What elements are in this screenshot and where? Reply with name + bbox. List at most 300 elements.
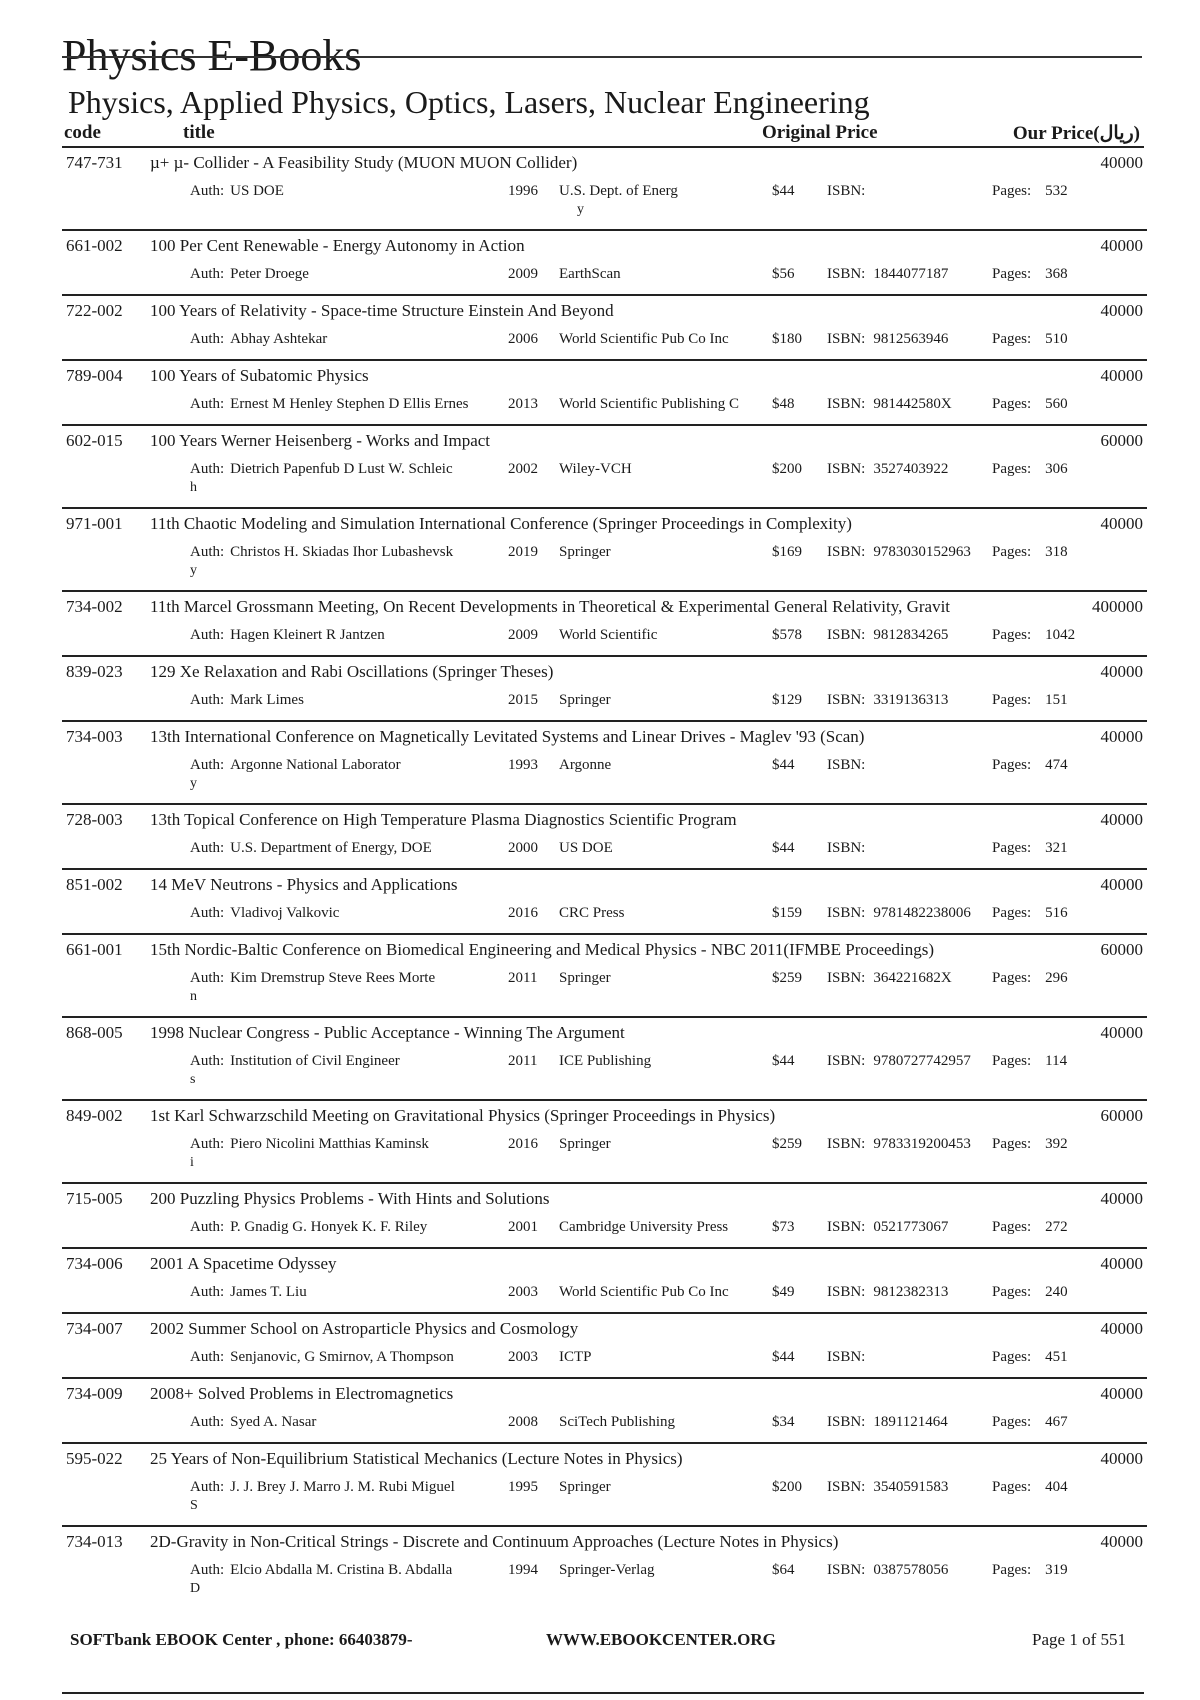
isbn-label: ISBN:: [827, 266, 866, 282]
book-original-price: $159: [772, 905, 802, 921]
author-label: Auth:: [190, 1479, 225, 1495]
isbn-value: 1844077187: [873, 266, 949, 282]
isbn-value: 1891121464: [873, 1414, 948, 1430]
author-value: Ernest M Henley Stephen D Ellis Ernes: [230, 396, 469, 412]
book-row: [62, 1314, 1147, 1379]
book-row: [62, 148, 1147, 231]
book-row: [62, 592, 1147, 657]
book-author: [190, 183, 480, 200]
pages-value: 532: [1045, 183, 1068, 199]
book-original-price: $259: [772, 970, 802, 986]
author-value: Abhay Ashtekar: [230, 331, 328, 347]
book-isbn: [827, 461, 948, 478]
book-author: [190, 1053, 480, 1070]
book-row: [62, 509, 1147, 592]
book-code: 734-002: [66, 597, 123, 616]
book-isbn: [827, 905, 971, 922]
book-isbn: [827, 692, 948, 709]
book-publisher: US DOE: [559, 840, 613, 856]
book-publisher: Springer: [559, 692, 611, 708]
book-pages: [992, 692, 1068, 709]
pages-label: Pages:: [992, 266, 1032, 282]
pages-label: Pages:: [992, 757, 1032, 773]
book-pages: [992, 970, 1068, 987]
book-row: [62, 1527, 1147, 1608]
book-code: 661-002: [66, 236, 123, 255]
isbn-value: 9783030152963: [873, 544, 971, 560]
book-title: 1st Karl Schwarzschild Meeting on Gravitational Physics (Springer Proceedings in Physics): [150, 1106, 776, 1125]
book-row: [62, 935, 1147, 1018]
isbn-value: 0387578056: [873, 1562, 949, 1578]
book-original-price: $73: [772, 1219, 795, 1235]
book-original-price: $200: [772, 1479, 802, 1495]
author-label: Auth:: [190, 692, 225, 708]
book-year: 2011: [508, 970, 538, 986]
book-code: 722-002: [66, 301, 123, 320]
pages-label: Pages:: [992, 1479, 1032, 1495]
book-title: 13th Topical Conference on High Temperature Plasma Diagnostics Scientific Program: [150, 810, 737, 829]
isbn-value: 9781482238006: [873, 905, 971, 921]
book-year: 2002: [508, 461, 538, 477]
isbn-label: ISBN:: [827, 1414, 866, 1430]
author-label: Auth:: [190, 970, 225, 986]
author-label: Auth:: [190, 1136, 225, 1152]
book-isbn: [827, 757, 873, 774]
pages-label: Pages:: [992, 1136, 1032, 1152]
pages-value: 272: [1045, 1219, 1068, 1235]
book-author: [190, 1136, 480, 1153]
book-code: 728-003: [66, 810, 123, 829]
book-our-price: 40000: [1100, 366, 1143, 385]
book-title: 2008+ Solved Problems in Electromagnetics: [150, 1384, 454, 1403]
book-our-price: 60000: [1100, 1106, 1143, 1125]
book-our-price: 40000: [1100, 301, 1143, 320]
book-our-price: 40000: [1100, 810, 1143, 829]
book-row: [62, 1249, 1147, 1314]
book-author: [190, 627, 480, 644]
pages-value: 368: [1045, 266, 1068, 282]
footer-rule: [62, 1692, 1144, 1694]
book-title: µ+ µ- Collider - A Feasibility Study (MUON MUON Collider): [150, 153, 578, 172]
isbn-label: ISBN:: [827, 970, 866, 986]
book-row: [62, 870, 1147, 935]
page-subtitle: Physics, Applied Physics, Optics, Lasers, Nuclear Engineering: [68, 84, 870, 120]
isbn-label: ISBN:: [827, 183, 866, 199]
book-publisher: EarthScan: [559, 266, 621, 282]
pages-value: 306: [1045, 461, 1068, 477]
book-original-price: $44: [772, 183, 795, 199]
book-pages: [992, 1136, 1068, 1153]
book-row: [62, 296, 1147, 361]
book-year: 1993: [508, 757, 538, 773]
book-our-price: 40000: [1100, 1384, 1143, 1403]
book-publisher: Springer: [559, 1479, 611, 1495]
author-label: Auth:: [190, 905, 225, 921]
column-header-our-price: Our Price(ریال): [1012, 123, 1140, 144]
book-year: 2000: [508, 840, 538, 856]
book-our-price: 40000: [1100, 514, 1143, 533]
book-isbn: [827, 1349, 873, 1366]
book-title: 15th Nordic-Baltic Conference on Biomedical Engineering and Medical Physics - NBC 2011(IFMBE Proceedings): [150, 940, 935, 959]
book-our-price: 40000: [1100, 662, 1143, 681]
pages-label: Pages:: [992, 627, 1032, 643]
book-pages: [992, 1349, 1068, 1366]
book-pages: [992, 331, 1068, 348]
book-publisher: Springer: [559, 1136, 611, 1152]
pages-value: 318: [1045, 544, 1068, 560]
author-wrap: S: [190, 1498, 198, 1513]
book-title: 129 Xe Relaxation and Rabi Oscillations (Springer Theses): [150, 662, 554, 681]
book-code: 747-731: [66, 153, 123, 172]
author-value: Institution of Civil Engineer: [230, 1053, 400, 1069]
pages-label: Pages:: [992, 692, 1032, 708]
book-author: [190, 544, 480, 561]
pages-label: Pages:: [992, 1414, 1032, 1430]
pages-value: 392: [1045, 1136, 1068, 1152]
isbn-label: ISBN:: [827, 905, 866, 921]
author-label: Auth:: [190, 1284, 225, 1300]
book-our-price: 40000: [1100, 1189, 1143, 1208]
book-title: 100 Years of Subatomic Physics: [150, 366, 369, 385]
pages-label: Pages:: [992, 970, 1032, 986]
book-isbn: [827, 396, 952, 413]
book-our-price: 40000: [1100, 1319, 1143, 1338]
book-year: 2019: [508, 544, 538, 560]
pages-label: Pages:: [992, 331, 1032, 347]
book-pages: [992, 1414, 1068, 1431]
book-row: [62, 1379, 1147, 1444]
author-value: Peter Droege: [230, 266, 309, 282]
isbn-label: ISBN:: [827, 1562, 866, 1578]
column-header-title: title: [183, 122, 215, 143]
book-our-price: 40000: [1100, 1023, 1143, 1042]
book-title: 25 Years of Non-Equilibrium Statistical Mechanics (Lecture Notes in Physics): [150, 1449, 683, 1468]
book-pages: [992, 627, 1075, 644]
book-original-price: $44: [772, 757, 795, 773]
book-code: 734-003: [66, 727, 123, 746]
book-year: 2009: [508, 627, 538, 643]
book-original-price: $34: [772, 1414, 795, 1430]
isbn-label: ISBN:: [827, 544, 866, 560]
book-code: 595-022: [66, 1449, 123, 1468]
book-pages: [992, 266, 1068, 283]
pages-value: 510: [1045, 331, 1068, 347]
book-code: 789-004: [66, 366, 123, 385]
pages-value: 296: [1045, 970, 1068, 986]
book-original-price: $169: [772, 544, 802, 560]
book-isbn: [827, 840, 873, 857]
book-code: 602-015: [66, 431, 123, 450]
book-publisher: Wiley-VCH: [559, 461, 632, 477]
author-label: Auth:: [190, 757, 225, 773]
author-value: J. J. Brey J. Marro J. M. Rubi Miguel: [230, 1479, 455, 1495]
title-strike-rule: [62, 56, 1142, 58]
book-our-price: 400000: [1092, 597, 1143, 616]
book-title: 13th International Conference on Magnetically Levitated Systems and Linear Drives - Maglev '93 (Scan): [150, 727, 865, 746]
book-isbn: [827, 970, 952, 987]
isbn-value: 9812563946: [873, 331, 949, 347]
author-label: Auth:: [190, 461, 225, 477]
book-publisher: World Scientific Publishing C: [559, 396, 740, 412]
book-isbn: [827, 183, 873, 200]
book-title: 100 Years of Relativity - Space-time Structure Einstein And Beyond: [150, 301, 614, 320]
book-year: 2001: [508, 1219, 538, 1235]
pages-label: Pages:: [992, 1349, 1032, 1365]
pages-label: Pages:: [992, 840, 1032, 856]
book-author: [190, 461, 480, 478]
pages-value: 114: [1045, 1053, 1068, 1069]
author-value: Dietrich Papenfub D Lust W. Schleic: [230, 461, 453, 477]
isbn-label: ISBN:: [827, 692, 866, 708]
column-header-code: code: [64, 122, 101, 143]
book-original-price: $259: [772, 1136, 802, 1152]
book-our-price: 40000: [1100, 1254, 1143, 1273]
book-our-price: 60000: [1100, 431, 1143, 450]
book-year: 2003: [508, 1284, 538, 1300]
book-year: 2009: [508, 266, 538, 282]
isbn-value: 9812382313: [873, 1284, 949, 1300]
isbn-value: 981442580X: [873, 396, 952, 412]
isbn-value: 3319136313: [873, 692, 949, 708]
book-isbn: [827, 1479, 948, 1496]
pages-label: Pages:: [992, 544, 1032, 560]
book-year: 1996: [508, 183, 538, 199]
book-year: 2006: [508, 331, 538, 347]
pages-label: Pages:: [992, 1562, 1032, 1578]
book-publisher: CRC Press: [559, 905, 625, 921]
book-author: [190, 1219, 480, 1236]
book-our-price: 40000: [1100, 236, 1143, 255]
book-original-price: $56: [772, 266, 795, 282]
book-original-price: $44: [772, 1349, 795, 1365]
book-pages: [992, 1562, 1068, 1579]
book-our-price: 40000: [1100, 1449, 1143, 1468]
page-footer: [66, 1630, 1146, 1656]
book-code: 868-005: [66, 1023, 123, 1042]
book-author: [190, 1562, 480, 1579]
book-author: [190, 692, 480, 709]
book-publisher: ICE Publishing: [559, 1053, 652, 1069]
author-label: Auth:: [190, 1562, 225, 1578]
book-publisher: Cambridge University Press: [559, 1219, 729, 1235]
pages-label: Pages:: [992, 1053, 1032, 1069]
book-year: 2008: [508, 1414, 538, 1430]
author-label: Auth:: [190, 840, 225, 856]
book-publisher: SciTech Publishing: [559, 1414, 676, 1430]
pages-value: 404: [1045, 1479, 1068, 1495]
author-label: Auth:: [190, 396, 225, 412]
author-value: Kim Dremstrup Steve Rees Morte: [230, 970, 436, 986]
author-value: Vladivoj Valkovic: [230, 905, 340, 921]
column-headers: [62, 122, 1142, 146]
author-value: U.S. Department of Energy, DOE: [230, 840, 432, 856]
pages-value: 516: [1045, 905, 1068, 921]
isbn-value: 0521773067: [873, 1219, 949, 1235]
author-wrap: D: [190, 1581, 201, 1596]
book-pages: [992, 544, 1068, 561]
isbn-label: ISBN:: [827, 1349, 866, 1365]
book-pages: [992, 1284, 1068, 1301]
book-our-price: 40000: [1100, 1532, 1143, 1551]
book-code: 851-002: [66, 875, 123, 894]
author-value: Hagen Kleinert R Jantzen: [230, 627, 385, 643]
pages-label: Pages:: [992, 1284, 1032, 1300]
book-code: 661-001: [66, 940, 123, 959]
book-publisher: U.S. Dept. of Energ: [559, 183, 678, 199]
author-value: Senjanovic, G Smirnov, A Thompson: [230, 1349, 454, 1365]
author-value: US DOE: [230, 183, 284, 199]
book-author: [190, 840, 480, 857]
isbn-label: ISBN:: [827, 461, 866, 477]
book-year: 2016: [508, 905, 538, 921]
author-label: Auth:: [190, 266, 225, 282]
book-row: [62, 1444, 1147, 1527]
book-publisher: World Scientific: [559, 627, 658, 643]
book-publisher: Springer: [559, 970, 611, 986]
book-author: [190, 757, 480, 774]
book-pages: [992, 461, 1068, 478]
book-isbn: [827, 1562, 948, 1579]
book-title: 100 Per Cent Renewable - Energy Autonomy in Action: [150, 236, 525, 255]
author-label: Auth:: [190, 1053, 225, 1069]
page-title: Physics E-Books: [62, 31, 362, 80]
book-original-price: $64: [772, 1562, 795, 1578]
book-row: [62, 657, 1147, 722]
pages-value: 321: [1045, 840, 1068, 856]
book-title: 2002 Summer School on Astroparticle Physics and Cosmology: [150, 1319, 579, 1338]
book-title: 2D-Gravity in Non-Critical Strings - Discrete and Continuum Approaches (Lecture Notes in Physics): [150, 1532, 839, 1551]
book-isbn: [827, 1284, 948, 1301]
book-row: [62, 1101, 1147, 1184]
pages-value: 151: [1045, 692, 1068, 708]
footer-website: WWW.EBOOKCENTER.ORG: [546, 1630, 776, 1649]
book-author: [190, 396, 480, 413]
book-author: [190, 1349, 480, 1366]
book-original-price: $44: [772, 1053, 795, 1069]
book-year: 2011: [508, 1053, 538, 1069]
book-title: 1998 Nuclear Congress - Public Acceptance - Winning The Argument: [150, 1023, 625, 1042]
isbn-value: 364221682X: [873, 970, 952, 986]
author-value: Elcio Abdalla M. Cristina B. Abdalla: [230, 1562, 453, 1578]
author-label: Auth:: [190, 1349, 225, 1365]
book-our-price: 40000: [1100, 727, 1143, 746]
book-our-price: 40000: [1100, 153, 1143, 172]
book-original-price: $578: [772, 627, 802, 643]
book-code: 849-002: [66, 1106, 123, 1125]
pages-value: 451: [1045, 1349, 1068, 1365]
book-original-price: $129: [772, 692, 802, 708]
isbn-label: ISBN:: [827, 396, 866, 412]
author-label: Auth:: [190, 1219, 225, 1235]
book-year: 2003: [508, 1349, 538, 1365]
book-pages: [992, 757, 1068, 774]
author-wrap: n: [190, 989, 197, 1004]
author-label: Auth:: [190, 183, 225, 199]
isbn-label: ISBN:: [827, 757, 866, 773]
isbn-label: ISBN:: [827, 627, 866, 643]
book-row: [62, 231, 1147, 296]
pages-label: Pages:: [992, 1219, 1032, 1235]
author-wrap: i: [190, 1155, 194, 1170]
isbn-label: ISBN:: [827, 1053, 866, 1069]
pages-label: Pages:: [992, 396, 1032, 412]
title-row: [62, 28, 1142, 86]
pages-value: 467: [1045, 1414, 1068, 1430]
book-isbn: [827, 1053, 971, 1070]
book-year: 1995: [508, 1479, 538, 1495]
author-value: James T. Liu: [230, 1284, 307, 1300]
book-title: 200 Puzzling Physics Problems - With Hints and Solutions: [150, 1189, 550, 1208]
book-publisher: World Scientific Pub Co Inc: [559, 331, 729, 347]
footer-page-info: Page 1 of 551: [1032, 1630, 1126, 1649]
isbn-label: ISBN:: [827, 1284, 866, 1300]
book-original-price: $180: [772, 331, 802, 347]
book-row: [62, 361, 1147, 426]
author-value: Piero Nicolini Matthias Kaminsk: [230, 1136, 429, 1152]
book-pages: [992, 840, 1068, 857]
book-year: 1994: [508, 1562, 538, 1578]
book-publisher: ICTP: [559, 1349, 592, 1365]
isbn-value: 3540591583: [873, 1479, 949, 1495]
pages-label: Pages:: [992, 461, 1032, 477]
book-original-price: $44: [772, 840, 795, 856]
book-code: 839-023: [66, 662, 123, 681]
book-pages: [992, 905, 1068, 922]
book-year: 2016: [508, 1136, 538, 1152]
column-header-original-price: Original Price: [762, 122, 878, 143]
book-publisher: World Scientific Pub Co Inc: [559, 1284, 729, 1300]
book-code: 734-013: [66, 1532, 123, 1551]
book-pages: [992, 1479, 1068, 1496]
book-title: 2001 A Spacetime Odyssey: [150, 1254, 337, 1273]
book-year: 2015: [508, 692, 538, 708]
author-value: Christos H. Skiadas Ihor Lubashevsk: [230, 544, 454, 560]
book-code: 734-007: [66, 1319, 123, 1338]
author-wrap: y: [190, 776, 197, 791]
book-code: 971-001: [66, 514, 123, 533]
book-isbn: [827, 1414, 948, 1431]
author-label: Auth:: [190, 331, 225, 347]
book-publisher: Argonne: [559, 757, 612, 773]
book-code: 715-005: [66, 1189, 123, 1208]
isbn-value: 3527403922: [873, 461, 949, 477]
author-value: P. Gnadig G. Honyek K. F. Riley: [230, 1219, 428, 1235]
book-row: [62, 805, 1147, 870]
pages-value: 240: [1045, 1284, 1068, 1300]
book-isbn: [827, 266, 948, 283]
pages-value: 560: [1045, 396, 1068, 412]
book-pages: [992, 183, 1068, 200]
book-year: 2013: [508, 396, 538, 412]
author-label: Auth:: [190, 627, 225, 643]
book-title: 100 Years Werner Heisenberg - Works and Impact: [150, 431, 491, 450]
book-isbn: [827, 1136, 971, 1153]
book-pages: [992, 396, 1068, 413]
book-title: 11th Marcel Grossmann Meeting, On Recent Developments in Theoretical & Experimental General Relativity, Gravit: [150, 597, 951, 616]
publisher-wrap: y: [577, 202, 584, 217]
book-author: [190, 266, 480, 283]
book-our-price: 60000: [1100, 940, 1143, 959]
author-value: Mark Limes: [230, 692, 304, 708]
book-author: [190, 1479, 480, 1496]
book-code: 734-006: [66, 1254, 123, 1273]
isbn-label: ISBN:: [827, 1219, 866, 1235]
book-pages: [992, 1219, 1068, 1236]
book-original-price: $200: [772, 461, 802, 477]
isbn-value: 9783319200453: [873, 1136, 971, 1152]
pages-value: 319: [1045, 1562, 1068, 1578]
book-original-price: $49: [772, 1284, 795, 1300]
